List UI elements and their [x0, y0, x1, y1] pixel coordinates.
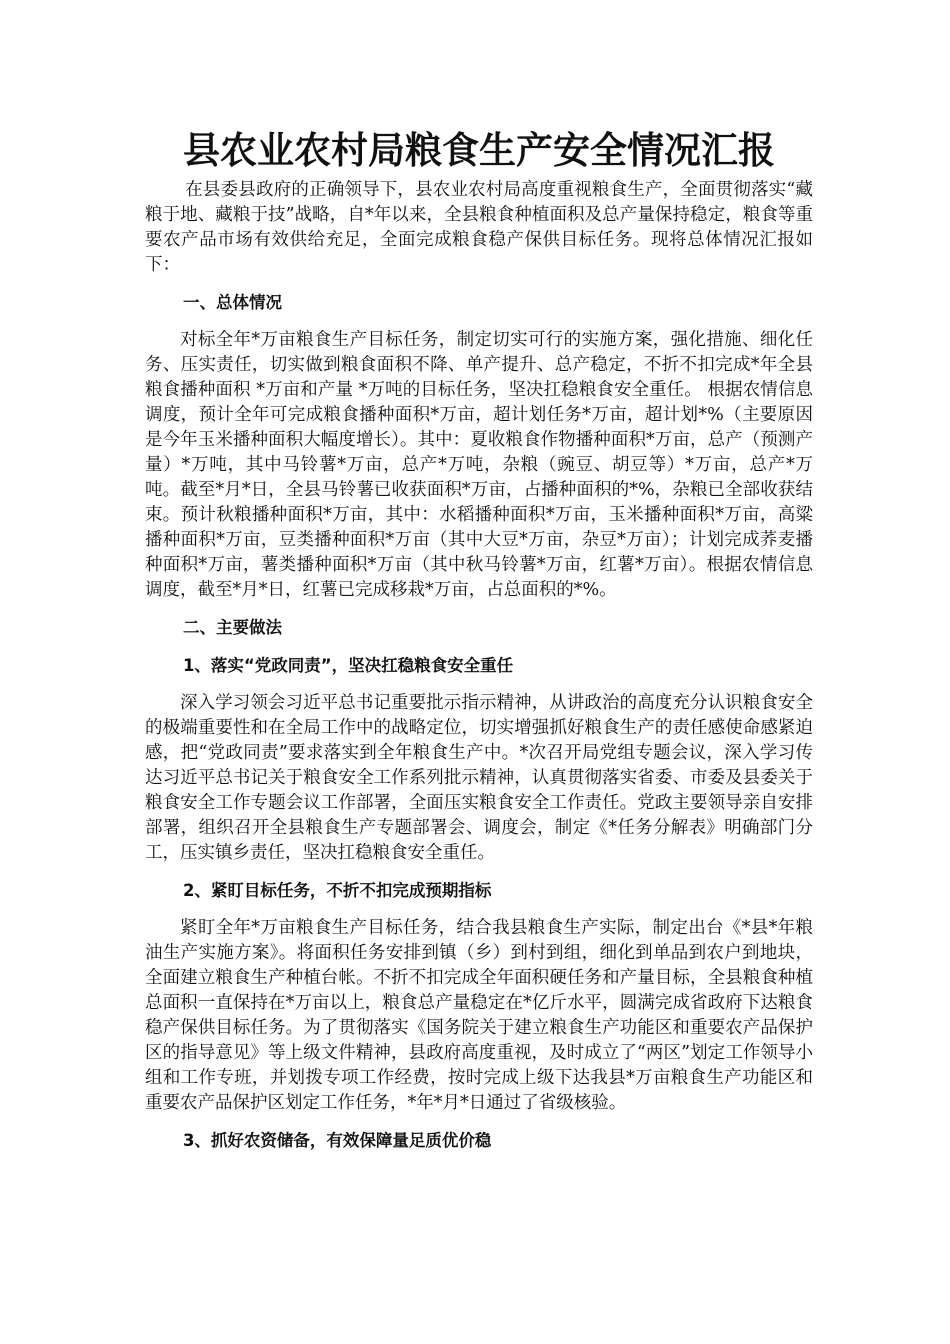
- subsection-paragraph-1: 深入学习领会习近平总书记重要批示指示精神，从讲政治的高度充分认识粮食安全的极端重要性和在全局工作中的战略定位，切实增强抓好粮食生产的责任感使命感紧迫感，把“党政同责”要求落实到全年粮食生产中。*次召开局党组专题会议，深入学习传达习近平总书记关于粮食安全工作系列批示精神，认真贯彻落实省委、市委及县委关于粮食安全工作专题会议工作部署，全面压实粮食安全工作责任。党政主要领导亲自安排部署，组织召开全县粮食生产专题部署会、调度会，制定《*任务分解表》明确部门分工，压实镇乡责任，坚决扛稳粮食安全重任。: [145, 693, 813, 863]
- subsection-paragraph-2: 紧盯全年*万亩粮食生产目标任务，结合我县粮食生产实际，制定出台《*县*年粮油生产实施方案》。将面积任务安排到镇（乡）到村到组，细化到单品到农户到地块，全面建立粮食生产种植台帐。不折不扣完成全年面积硬任务和产量目标，全县粮食种植总面积一直保持在*万亩以上，粮食总产量稳定在*亿斤水平，圆满完成省政府下达粮食稳产保供目标任务。为了贯彻落实《国务院关于建立粮食生产功能区和重要农产品保护区的指导意见》等上级文件精神，县政府高度重视，及时成立了“两区”划定工作领导小组和工作专班，并划拨专项工作经费，按时完成上级下达我县*万亩粮食生产功能区和重要农产品保护区划定工作任务，*年*月*日通过了省级核验。: [145, 918, 813, 1113]
- subsection-heading-1: 1、落实“党政同责”，坚决扛稳粮食安全重任: [182, 656, 514, 675]
- section-heading-measures: 二、主要做法: [182, 618, 282, 637]
- overview-paragraph: 对标全年*万亩粮食生产目标任务，制定切实可行的实施方案，强化措施、细化任务、压实责任，切实做到粮食面积不降、单产提升、总产稳定，不折不扣完成*年全县粮食播种面积 *万亩和产量 *万吨的目标任务，坚决扛稳粮食安全重任。 根据农情信息调度，预计全年可完成粮食播种面积*万亩，超计划任务*万亩，超计划*%（主要原因是今年玉米播种面积大幅度增长）。其中：夏收粮食作物播种面积*万亩，总产（预测产量）*万吨，其中马铃薯*万亩，总产*万吨，杂粮（豌豆、胡豆等）*万亩，总产*万吨。截至*月*日，全县马铃薯已收获面积*万亩，占播种面积的*%，杂粮已全部收获结束。预计秋粮播种面积*万亩，其中：水稻播种面积*万亩，玉米播种面积*万亩，高粱播种面积*万亩，豆类播种面积*万亩（其中大豆*万亩，杂豆*万亩）；计划完成荞麦播种面积*万亩，薯类播种面积*万亩（其中秋马铃薯*万亩，红薯*万亩）。根据农情信息调度，截至*月*日，红薯已完成移栽*万亩，占总面积的*%。: [145, 330, 813, 600]
- document-title: 县农业农村局粮食生产安全情况汇报: [183, 129, 775, 172]
- intro-paragraph: 在县委县政府的正确领导下，县农业农村局高度重视粮食生产，全面贯彻落实“藏粮于地、藏粮于技”战略，自*年以来，全县粮食种植面积及总产量保持稳定，粮食等重要农产品市场有效供给充足，全面完成粮食稳产保供目标任务。现将总体情况汇报如下：: [145, 180, 813, 275]
- subsection-heading-2: 2、紧盯目标任务，不折不扣完成预期指标: [182, 881, 492, 900]
- subsection-heading-3: 3、抓好农资储备，有效保障量足质优价稳: [182, 1131, 492, 1150]
- document-page: [145, 128, 813, 1153]
- section-heading-overview: 一、总体情况: [182, 293, 282, 312]
